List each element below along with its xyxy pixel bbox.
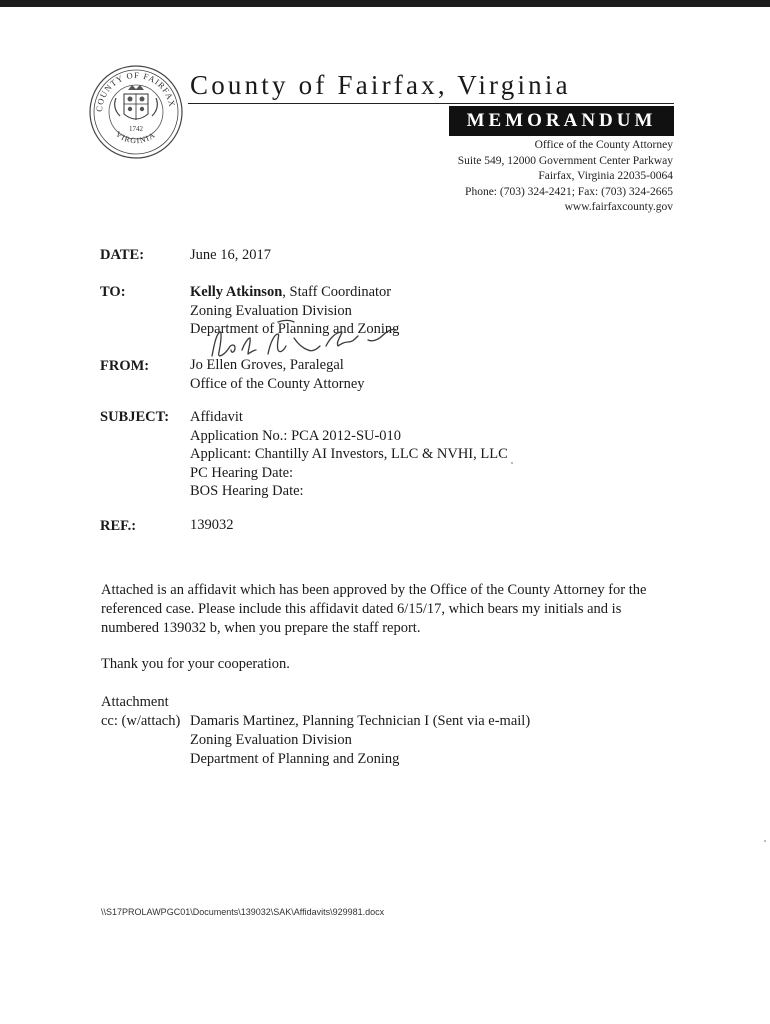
header-rule [188, 103, 674, 104]
thanks-line: Thank you for your cooperation. [101, 656, 290, 672]
subject-label: SUBJECT: [100, 409, 170, 425]
ref-label: REF.: [100, 518, 137, 534]
from-block [190, 356, 365, 393]
scan-speck [511, 462, 513, 464]
office-address-block [458, 138, 673, 216]
office-line: Suite 549, 12000 Government Center Parkway [457, 154, 673, 167]
cc-list [190, 712, 530, 769]
subject-line: Applicant: Chantilly AI Investors, LLC & NVHI, LLC [190, 446, 508, 462]
office-line: Office of the County Attorney [534, 139, 673, 151]
to-label: TO: [100, 284, 126, 300]
office-line: Phone: (703) 324-2421; Fax: (703) 324-2665 [465, 185, 673, 198]
ref-value: 139032 [190, 517, 234, 533]
subject-block [190, 408, 508, 501]
office-website: www.fairfaxcounty.gov [564, 201, 673, 213]
scan-top-border [0, 0, 770, 7]
attachment-line: Attachment [101, 694, 169, 710]
date-label: DATE: [100, 247, 145, 263]
cc-line: Zoning Evaluation Division [190, 732, 352, 748]
to-name: Kelly Atkinson [190, 284, 283, 300]
from-label: FROM: [100, 358, 150, 374]
memorandum-banner: MEMORANDUM [449, 106, 674, 136]
county-seal-logo [88, 64, 184, 160]
cc-label: cc: (w/attach) [101, 713, 181, 729]
svg-text:1742: 1742 [129, 125, 143, 133]
file-path-footer: \\S17PROLAWPGC01\Documents\139032\SAK\Affidavits\929981.docx [101, 907, 385, 917]
subject-line: Affidavit [190, 409, 243, 425]
subject-line: BOS Hearing Date: [190, 483, 304, 499]
cc-line: Damaris Martinez, Planning Technician I (Sent via e-mail) [190, 713, 531, 729]
subject-line: PC Hearing Date: [190, 464, 294, 481]
date-value: June 16, 2017 [190, 247, 271, 263]
scan-speck [764, 840, 766, 842]
from-line: Jo Ellen Groves, Paralegal [190, 357, 344, 373]
from-line: Office of the County Attorney [190, 375, 365, 392]
to-line: Department of Planning and Zoning [190, 321, 400, 337]
office-line: Fairfax, Virginia 22035-0064 [538, 170, 673, 182]
svg-text:VIRGINIA: VIRGINIA [113, 129, 158, 146]
to-line: Zoning Evaluation Division [190, 302, 352, 319]
to-title: , Staff Coordinator [282, 284, 392, 300]
cc-line: Department of Planning and Zoning [190, 751, 400, 767]
county-title: County of Fairfax, Virginia [190, 70, 571, 100]
subject-line: Application No.: PCA 2012-SU-010 [190, 427, 402, 444]
svg-text:COUNTY OF FAIRFAX: COUNTY OF FAIRFAX [93, 69, 178, 113]
body-paragraph: Attached is an affidavit which has been approved by the Office of the County Attorney for the referenced case. Please include this affidavit dated 6/15/17, which bears my initials and is numbered 139032 b, when you prepare the staff report. [101, 582, 647, 636]
